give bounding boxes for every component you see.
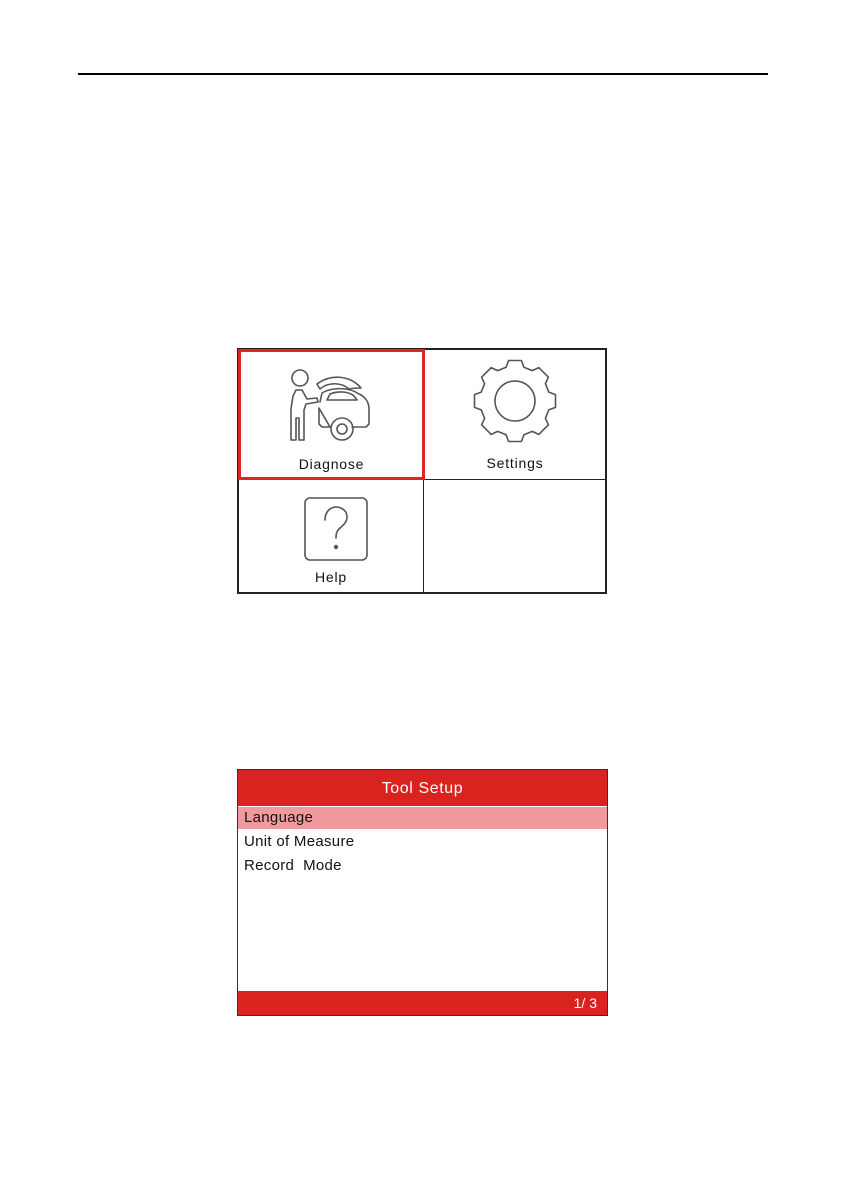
settings-label: Settings [486,455,544,471]
mechanic-car-icon [287,366,377,450]
menu-item-language[interactable]: Language [238,807,607,829]
menu-item-unit-of-measure[interactable]: Unit of Measure [244,833,355,850]
status-footer [238,991,607,1015]
empty-tile [425,480,605,592]
setup-menu-list [238,807,607,879]
screen-title: Tool Setup [238,770,607,806]
main-menu-screen [237,348,607,594]
help-tile[interactable] [239,480,423,592]
diagnose-tile[interactable] [238,349,425,480]
help-label: Help [315,569,347,585]
settings-tile[interactable] [425,350,605,479]
page-indicator: 1/ 3 [573,995,597,1011]
tool-setup-screen [237,769,608,1016]
question-mark-icon [303,496,369,562]
menu-item-record-mode[interactable]: Record Mode [244,857,342,874]
diagnose-label: Diagnose [298,456,365,472]
gear-icon [470,356,560,446]
page-header-rule [78,73,768,75]
